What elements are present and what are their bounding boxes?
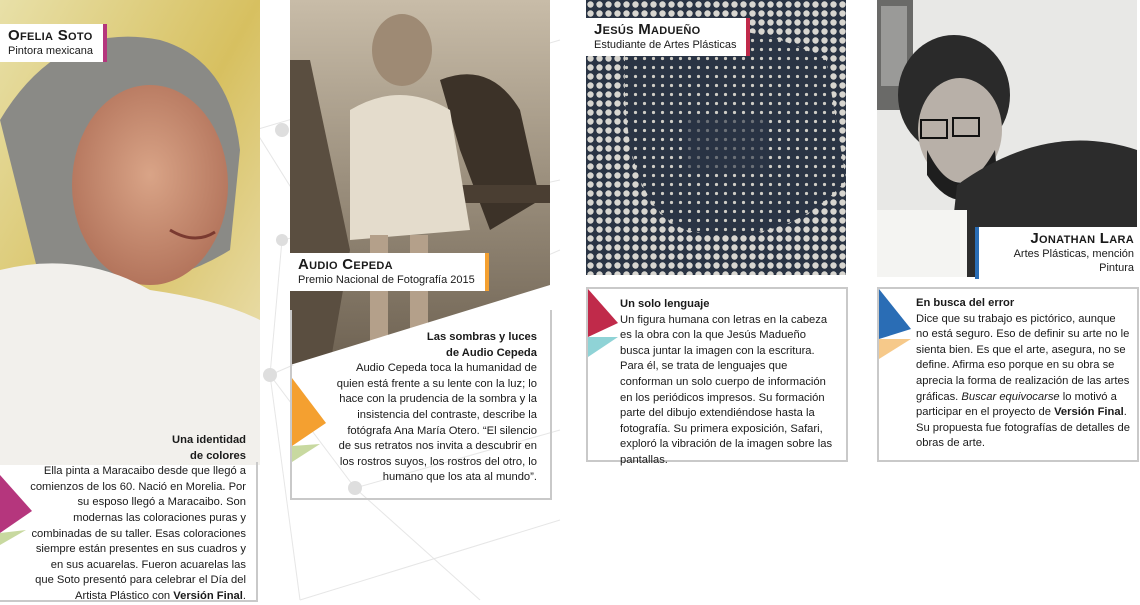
ofelia-soto-name-tag bbox=[0, 24, 107, 62]
jonathan-lara-article bbox=[916, 296, 1130, 452]
jesus-madueno-name-tag bbox=[586, 18, 750, 56]
article-heading: En busca del error bbox=[916, 297, 1015, 309]
article-body: Ella pinta a Maracaibo desde que llegó a comienzos de los 60. Nació en Morelia. Por su esposo llegó a Maracaibo. Son modernas las coloraciones puras y combinadas de su taller. Esas coloraciones siempre están presentes en sus cuadros y en sus acuarelas. Fueron acuarelas las que Soto presentó para celebrar el Día del Artista Plástico con bbox=[30, 465, 246, 602]
ofelia-soto-frame bbox=[0, 462, 258, 602]
article-body: Audio Cepeda toca la humanidad de quien está frente a su lente con la luz; lo hace con la prudencia de la sombra y la insistencia del contraste, describe la fotógrafa Ana María Otero. “El silencio de sus retratos nos invita a descubrir en los rostros suyos, los rostros del otro, lo humano que los ata al mundo”. bbox=[336, 362, 537, 484]
profile-role: Estudiante de Artes Plásticas bbox=[594, 39, 737, 51]
article-body-3: . Su propuesta fue fotografías de detalles de obras de arte. bbox=[916, 406, 1130, 450]
article-heading-line: de colores bbox=[190, 449, 246, 462]
jesus-madueno-article bbox=[620, 297, 838, 469]
crimson-triangle-icon bbox=[588, 289, 622, 359]
jonathan-lara-name-tag bbox=[975, 227, 1140, 279]
audio-cepeda-article bbox=[336, 330, 537, 486]
profile-name: Audio Cepeda bbox=[298, 256, 393, 273]
article-body: Un figura humana con letras en la cabeza es la obra con la que Jesús Madueño busca juntar la imagen con la escritura. Para él, se trata de lenguajes que conforman un solo cuerpo de información en los periódicos impresos. Su formación parte del dibujo extendiéndose hasta la fotografía. Su primera exposición, Safari, exploró la vibración de la imagen sobre las pantallas. bbox=[620, 313, 833, 466]
orange-triangle-icon bbox=[292, 378, 328, 462]
profile-role: Pintora mexicana bbox=[8, 45, 93, 57]
profile-name: Ofelia Soto bbox=[8, 27, 93, 44]
article-heading-line: Las sombras y luces bbox=[426, 331, 537, 343]
profile-name: Jonathan Lara bbox=[1030, 230, 1134, 247]
article-body-2: lo motivó a participar en el proyecto de bbox=[916, 390, 1117, 419]
article-heading-line: Una identidad bbox=[172, 434, 246, 446]
audio-cepeda-name-tag bbox=[290, 253, 489, 291]
article-body: Dice que su trabajo es pictórico, aunque no está seguro. Eso de definir su arte no le sienta bien. Es que el arte, asegura, no se define. Afirma eso porque en su obra se aprecia la forma de realización de las artes gráficas. bbox=[916, 312, 1130, 403]
ofelia-soto-photo bbox=[0, 0, 260, 465]
article-emphasis: Versión Final bbox=[1054, 406, 1124, 419]
profile-role: Artes Plásticas, mención Pintura bbox=[1013, 248, 1134, 274]
article-ending: . bbox=[242, 589, 246, 602]
article-heading-line: de Audio Cepeda bbox=[446, 346, 537, 359]
article-heading: Un solo lenguaje bbox=[620, 298, 710, 310]
profile-role: Premio Nacional de Fotografía 2015 bbox=[298, 274, 475, 286]
profile-name: Jesús Madueño bbox=[594, 21, 701, 38]
article-emphasis: Versión Final bbox=[173, 589, 243, 602]
blue-triangle-icon bbox=[879, 289, 913, 359]
article-italic: Buscar equivocarse bbox=[961, 390, 1060, 403]
